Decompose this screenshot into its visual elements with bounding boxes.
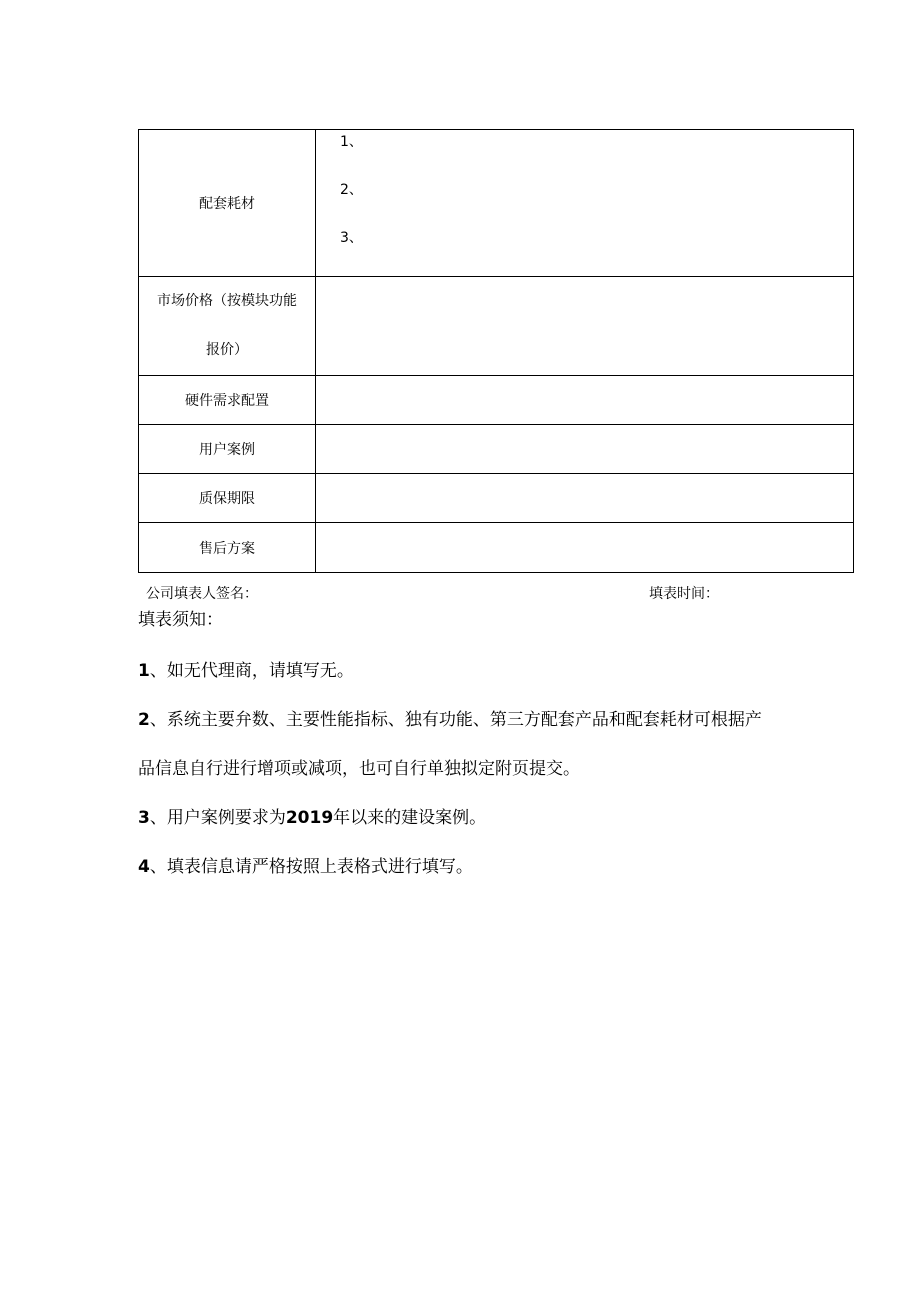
signer-label: 公司填表人签名： [146,586,258,602]
fill-time-label: 填表时间： [649,586,719,602]
note-item-3 [138,803,486,828]
table-row-user-cases [139,425,854,474]
note-text: 、用户案例要求为 [149,808,286,828]
note-text: 、填表信息请严格按照上表格式进行填写。 [149,857,473,877]
row-label: 质保期限 [139,474,316,523]
list-item: 2、 [340,182,363,198]
table-row-consumables [139,130,854,277]
list-item: 1、 [340,134,363,150]
note-text: 、系统主要弁数、主要性能指标、独有功能、第三方配套产品和配套耗材可根据产 [149,710,762,730]
note-item-4 [138,852,473,877]
table-row-warranty [139,474,854,523]
row-label: 硬件需求配置 [139,376,316,425]
value-cell [316,474,854,523]
table-row-market-price [139,277,854,376]
note-text: 年以来的建设案例。 [333,808,487,828]
notes-title: 填表须知： [138,610,223,630]
table-row-after-sales [139,523,854,573]
product-info-table [138,129,854,573]
list-item: 3、 [340,230,363,246]
note-number: 1 [138,661,150,681]
note-item-2-continuation: 品信息自行进行增项或减项，也可自行单独拟定附页提交。 [138,759,580,779]
note-number: 3 [138,808,150,828]
row-label [139,277,316,376]
note-text: 、如无代理商，请填写无。 [149,661,354,681]
note-item-2 [138,705,762,730]
row-label: 用户案例 [139,425,316,474]
row-label-line: 市场价格（按模块功能 [157,293,297,309]
note-year: 2019 [285,808,334,828]
consumables-cell [316,130,854,277]
note-item-1 [138,656,354,681]
value-cell [316,425,854,474]
row-label: 售后方案 [139,523,316,573]
value-cell [316,523,854,573]
table-row-hardware [139,376,854,425]
note-number: 2 [138,710,150,730]
row-label-line: 报价） [206,342,248,358]
row-label: 配套耗材 [139,130,316,277]
value-cell [316,376,854,425]
note-number: 4 [138,857,150,877]
value-cell [316,277,854,376]
